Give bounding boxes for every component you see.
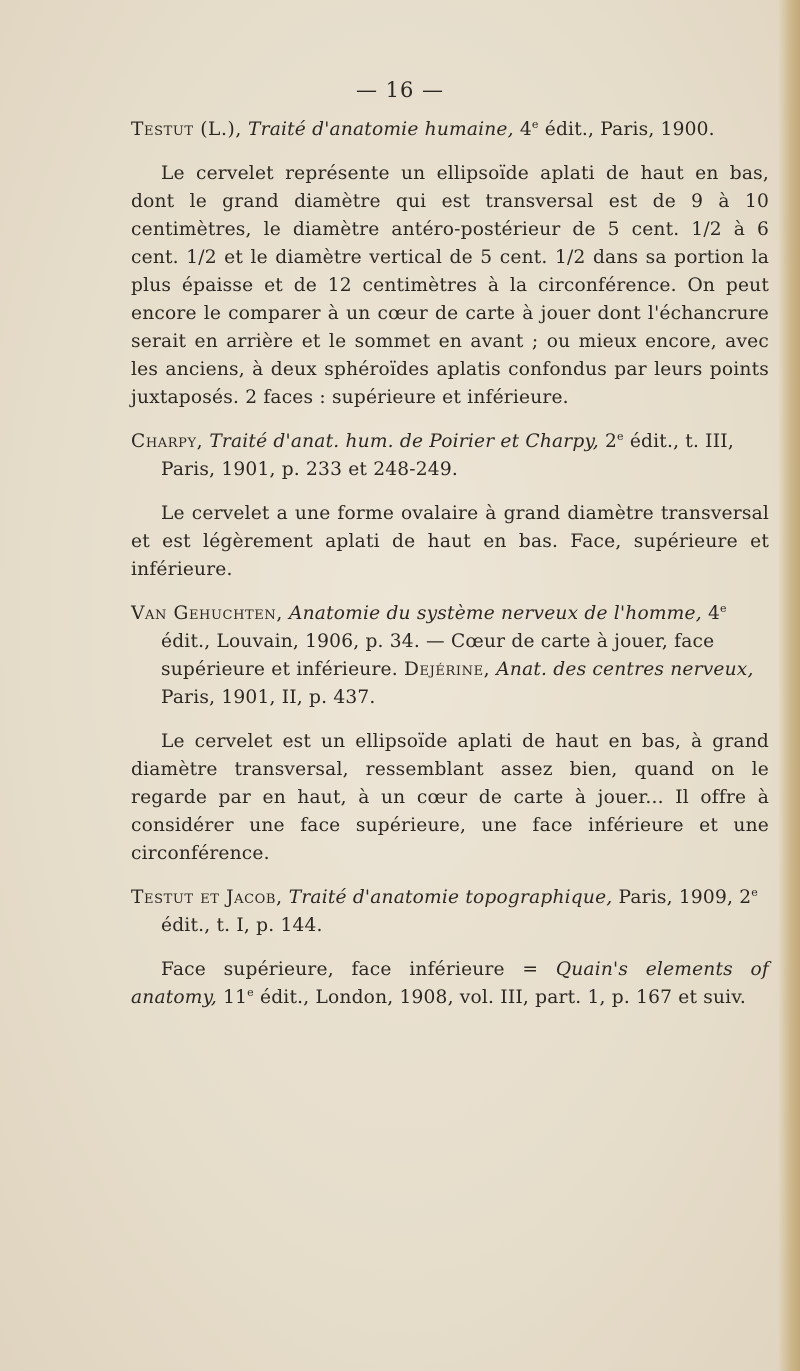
reference-testut	[131, 116, 769, 144]
reference-testut-jacob	[131, 884, 769, 940]
reference-details: édit., Louvain, 1906, p. 34. — Cœur de carte à jouer, face supérieure et inférieure.	[161, 631, 715, 680]
reference-edition-superscript: e	[719, 601, 727, 615]
reference-edition-superscript: e	[617, 429, 624, 443]
reference-title: Traité d'anat. hum. de Poirier et Charpy,	[209, 431, 599, 452]
reference-title: Traité d'anatomie topographique,	[288, 887, 613, 908]
reference-details: édit., London, 1908, vol. III, part. 1, p. 167 et suiv.	[253, 987, 746, 1008]
reference-edition-number: 11	[217, 987, 248, 1008]
reference-author: Testut et Jacob,	[131, 887, 283, 908]
reference-edition-number: 4	[707, 603, 720, 624]
paragraph-charpy: Le cervelet a une forme ovalaire à grand diamètre transversal et est légèrement aplati de haut en bas. Face, supérieure et inférieure.	[131, 503, 769, 580]
paragraph-quain	[131, 956, 769, 1012]
reference-author: Testut (L.),	[131, 119, 242, 140]
reference-title: Traité d'anatomie humaine,	[248, 119, 514, 140]
reference-edition-number: 2	[739, 887, 752, 908]
reference-author-dejerine: Dejérine,	[403, 659, 491, 680]
reference-details: édit., t. III, Paris, 1901, p. 233 et 248-249.	[161, 431, 734, 480]
reference-title: Quain's elements of anatomy,	[131, 959, 770, 1008]
reference-edition-superscript: e	[751, 885, 758, 899]
reference-details: édit., t. I, p. 144.	[161, 915, 323, 936]
reference-details: édit., Paris, 1900.	[538, 119, 715, 140]
reference-edition-superscript: e	[247, 985, 254, 999]
page-content	[131, 116, 769, 1012]
paragraph-text: Face supérieure, face inférieure =	[161, 959, 556, 980]
paragraph-van-gehuchten: Le cervelet est un ellipsoïde aplati de haut en bas, à grand diamètre transversal, ressemblant assez bien, quand on le regarde par en haut, à un cœur de carte à jouer... Il offre à considérer une face supérieure, une face inférieure et une circonférence.	[131, 731, 769, 864]
reference-van-gehuchten	[131, 600, 769, 712]
reference-title: Anatomie du système nerveux de l'homme,	[289, 603, 702, 624]
reference-author: Charpy,	[131, 431, 204, 452]
reference-title-dejerine: Anat. des centres nerveux,	[496, 659, 754, 680]
paragraph-testut: Le cervelet représente un ellipsoïde aplati de haut en bas, dont le grand diamètre qui est transversal est de 9 à 10 centimètres, le diamètre antéro-postérieur de 5 cent. 1/2 à 6 cent. 1/2 et le diamètre vertical de 5 cent. 1/2 dans sa portion la plus épaisse et de 12 centimètres à la circonférence. On peut encore le comparer à un cœur de carte à jouer dont l'échancrure serait en arrière et le sommet en avant ; ou mieux encore, avec les anciens, à deux sphéroïdes aplatis confondus par leurs points juxtaposés. 2 faces : supérieure et inférieure.	[131, 163, 769, 408]
reference-edition-superscript: e	[531, 117, 539, 131]
reference-charpy	[131, 428, 769, 484]
reference-edition-number: 2	[604, 431, 617, 452]
reference-edition-number: 4	[519, 119, 532, 140]
reference-author: Van Gehuchten,	[131, 603, 283, 624]
reference-place: Paris, 1909,	[612, 887, 740, 908]
page-number: — 16 —	[355, 78, 445, 102]
page-edge-shadow	[778, 0, 800, 1371]
reference-details-dejerine: Paris, 1901, II, p. 437.	[161, 687, 376, 708]
